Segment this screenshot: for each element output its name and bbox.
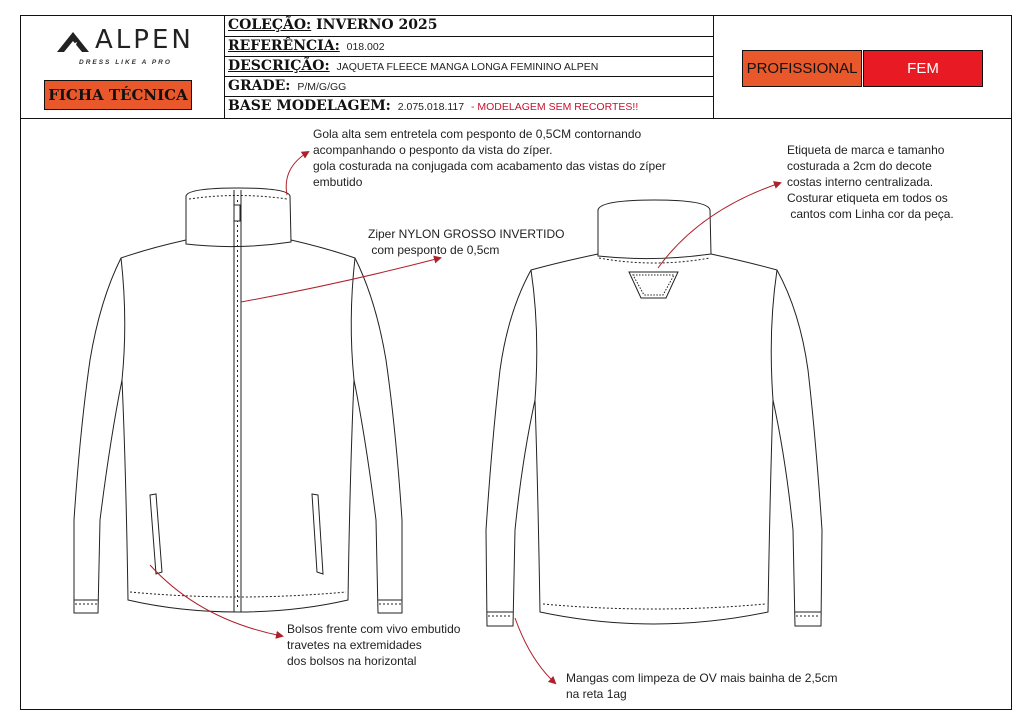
note-line: Etiqueta de marca e tamanho <box>787 143 945 157</box>
pocket-callout-arrow <box>150 565 282 636</box>
note-line: Mangas com limpeza de OV mais bainha de 2,5cm <box>566 671 838 685</box>
pocket-note <box>287 621 460 669</box>
jacket-back-drawing <box>486 200 822 626</box>
note-line: Costurar etiqueta em todos os <box>787 191 948 205</box>
back-hem-stitch <box>543 604 765 609</box>
note-line: na reta 1ag <box>566 687 627 701</box>
back-label <box>629 272 678 298</box>
note-line: costas interno centralizada. <box>787 175 934 189</box>
zipper-callout-arrow <box>241 258 440 302</box>
sleeve-callout-arrow <box>515 618 555 683</box>
note-line: dos bolsos na horizontal <box>287 654 417 668</box>
sheet-type-badge: FICHA TÉCNICA <box>44 80 192 110</box>
note-line: costurada a 2cm do decote <box>787 159 932 173</box>
base-note: - MODELAGEM SEM RECORTES!! <box>470 101 639 113</box>
note-line: Gola alta sem entretela com pesponto de 0,5CM contornando <box>313 127 642 141</box>
reference-label: REFERÊNCIA: <box>228 38 340 54</box>
front-collar-stitch <box>189 196 287 200</box>
collection-label: COLEÇÃO: <box>228 17 312 33</box>
back-right-armhole <box>771 270 777 400</box>
back-left-armhole <box>531 270 537 400</box>
note-line: travetes na extremidades <box>287 638 422 652</box>
line-tag: PROFISSIONAL <box>742 50 862 87</box>
grade-label: GRADE: <box>228 78 291 94</box>
back-body-outline <box>486 254 822 626</box>
zipper-note <box>368 226 564 258</box>
zipper-pull <box>234 205 240 221</box>
front-right-pocket <box>312 494 323 574</box>
collection-value: INVERNO 2025 <box>316 17 438 33</box>
front-left-armhole <box>121 258 125 380</box>
collar-note <box>313 126 666 190</box>
note-line: com pesponto de 0,5cm <box>368 243 500 257</box>
back-label-stitch <box>633 275 674 295</box>
description-label: DESCRIÇÃO: <box>228 58 330 74</box>
sleeve-note <box>566 670 837 702</box>
label-note <box>787 142 954 222</box>
brand-tagline: DRESS LIKE A PRO <box>79 59 172 66</box>
base-value: 2.075.018.117 <box>397 101 465 113</box>
brand-name: ALPEN <box>95 25 194 55</box>
front-left-pocket <box>150 494 162 574</box>
note-line: acompanhando o pesponto da vista do zíper. <box>313 143 553 157</box>
grade-value: P/M/G/GG <box>297 81 347 93</box>
note-line: Bolsos frente com vivo embutido <box>287 622 461 636</box>
base-label: BASE MODELAGEM: <box>228 98 391 114</box>
note-line: embutido <box>313 175 363 189</box>
note-line: cantos com Linha cor da peça. <box>787 207 954 221</box>
reference-value: 018.002 <box>346 41 385 53</box>
front-right-armhole <box>351 258 355 380</box>
gender-tag: FEM <box>863 50 983 87</box>
collar-callout-arrow <box>286 152 308 195</box>
jacket-front-drawing <box>74 188 402 613</box>
note-line: Ziper NYLON GROSSO INVERTIDO <box>368 227 565 241</box>
note-line: gola costurada na conjugada com acabamento das vistas do zíper <box>313 159 666 173</box>
description-value: JAQUETA FLEECE MANGA LONGA FEMININO ALPEN <box>336 61 599 73</box>
